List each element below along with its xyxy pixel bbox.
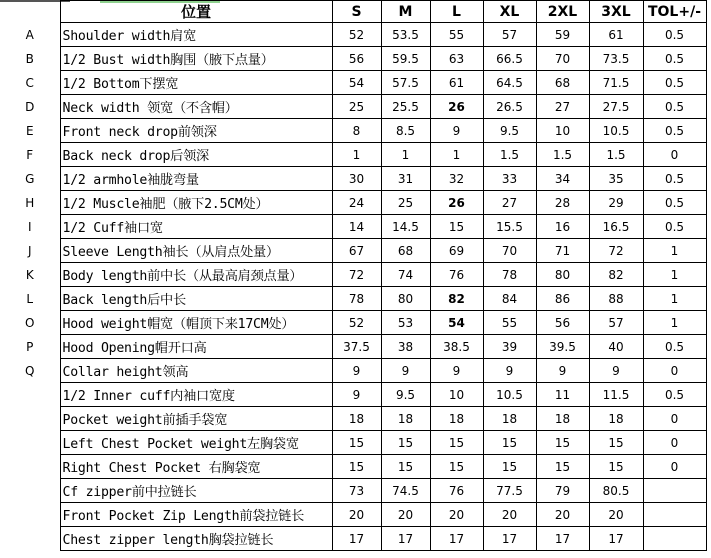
size-value-2xl: 71 xyxy=(536,239,589,263)
size-value-m: 68 xyxy=(381,239,430,263)
measurement-name: 1/2 armhole袖胧弯量 xyxy=(60,167,332,191)
size-value-xl: 77.5 xyxy=(483,479,536,503)
size-value-3xl: 15 xyxy=(589,431,643,455)
size-value-l: 76 xyxy=(430,479,483,503)
size-value-2xl: 86 xyxy=(536,287,589,311)
size-value-3xl: 72 xyxy=(589,239,643,263)
size-value-l: 55 xyxy=(430,23,483,47)
header-size-m: M xyxy=(381,1,430,23)
row-code: C xyxy=(25,75,34,90)
size-value-2xl: 27 xyxy=(536,95,589,119)
size-value-l: 15 xyxy=(430,431,483,455)
size-value-3xl: 9 xyxy=(589,359,643,383)
size-value-m: 8.5 xyxy=(381,119,430,143)
size-value-l: 38.5 xyxy=(430,335,483,359)
row-code: I xyxy=(27,219,32,234)
size-value-xl: 55 xyxy=(483,311,536,335)
size-value-2xl: 79 xyxy=(536,479,589,503)
size-value-3xl: 27.5 xyxy=(589,95,643,119)
table-row xyxy=(0,239,706,263)
size-value-m: 15 xyxy=(381,431,430,455)
size-value-2xl: 28 xyxy=(536,191,589,215)
row-code: G xyxy=(25,171,35,186)
size-value-m: 20 xyxy=(381,503,430,527)
row-code: P xyxy=(26,339,34,354)
row-code: O xyxy=(25,315,35,330)
size-value-l: 63 xyxy=(430,47,483,71)
size-value-m: 31 xyxy=(381,167,430,191)
size-value-2xl: 10 xyxy=(536,119,589,143)
row-code: L xyxy=(26,291,34,306)
size-value-m: 80 xyxy=(381,287,430,311)
size-value-m: 18 xyxy=(381,407,430,431)
tolerance-value: 1 xyxy=(643,239,706,263)
size-value-xl: 27 xyxy=(483,191,536,215)
tolerance-value: 1 xyxy=(643,287,706,311)
table-row xyxy=(0,335,706,359)
size-value-s: 1 xyxy=(332,143,381,167)
size-value-3xl: 17 xyxy=(589,527,643,551)
tolerance-value: 0.5 xyxy=(643,191,706,215)
size-value-s: 8 xyxy=(332,119,381,143)
size-value-s: 54 xyxy=(332,71,381,95)
header-position: 位置 xyxy=(60,1,332,23)
row-code xyxy=(0,431,60,455)
header-size-3xl: 3XL xyxy=(589,1,643,23)
size-value-s: 52 xyxy=(332,311,381,335)
tolerance-value: 0.5 xyxy=(643,47,706,71)
size-value-l: 26 xyxy=(430,191,483,215)
size-value-3xl: 57 xyxy=(589,311,643,335)
row-code: B xyxy=(25,51,34,66)
size-value-l: 82 xyxy=(430,287,483,311)
header-code-cell xyxy=(0,1,60,23)
size-value-l: 26 xyxy=(430,95,483,119)
size-value-l: 18 xyxy=(430,407,483,431)
size-value-l: 15 xyxy=(430,455,483,479)
tolerance-value: 0.5 xyxy=(643,95,706,119)
size-value-2xl: 59 xyxy=(536,23,589,47)
size-value-xl: 33 xyxy=(483,167,536,191)
table-row xyxy=(0,503,706,527)
size-value-m: 17 xyxy=(381,527,430,551)
row-code: F xyxy=(26,147,34,162)
table-row xyxy=(0,287,706,311)
size-value-m: 25.5 xyxy=(381,95,430,119)
row-code: Q xyxy=(25,363,35,378)
tolerance-value: 0.5 xyxy=(643,119,706,143)
tolerance-value: 0 xyxy=(643,359,706,383)
size-value-s: 25 xyxy=(332,95,381,119)
table-row xyxy=(0,47,706,71)
size-value-xl: 17 xyxy=(483,527,536,551)
size-value-s: 56 xyxy=(332,47,381,71)
size-value-3xl: 10.5 xyxy=(589,119,643,143)
size-value-l: 10 xyxy=(430,383,483,407)
row-code xyxy=(0,455,60,479)
size-value-s: 72 xyxy=(332,263,381,287)
size-value-xl: 70 xyxy=(483,239,536,263)
size-value-xl: 18 xyxy=(483,407,536,431)
table-row xyxy=(0,455,706,479)
size-value-3xl: 88 xyxy=(589,287,643,311)
size-value-xl: 57 xyxy=(483,23,536,47)
size-value-xl: 66.5 xyxy=(483,47,536,71)
size-value-l: 9 xyxy=(430,119,483,143)
table-row xyxy=(0,479,706,503)
table-row xyxy=(0,167,706,191)
table-row xyxy=(0,191,706,215)
measurement-name: 1/2 Bust width胸围（腋下点量） xyxy=(60,47,332,71)
size-value-l: 61 xyxy=(430,71,483,95)
size-value-m: 9 xyxy=(381,359,430,383)
size-value-3xl: 71.5 xyxy=(589,71,643,95)
size-value-2xl: 9 xyxy=(536,359,589,383)
header-size-l: L xyxy=(430,1,483,23)
size-value-s: 18 xyxy=(332,407,381,431)
measurement-name: Front neck drop前领深 xyxy=(60,119,332,143)
size-value-s: 24 xyxy=(332,191,381,215)
size-value-m: 15 xyxy=(381,455,430,479)
size-value-s: 30 xyxy=(332,167,381,191)
size-value-3xl: 73.5 xyxy=(589,47,643,71)
size-value-xl: 15 xyxy=(483,431,536,455)
tolerance-value: 0 xyxy=(643,407,706,431)
size-value-2xl: 15 xyxy=(536,455,589,479)
measurement-name: Back neck drop后领深 xyxy=(60,143,332,167)
size-value-m: 1 xyxy=(381,143,430,167)
tolerance-value: 0.5 xyxy=(643,23,706,47)
size-value-xl: 26.5 xyxy=(483,95,536,119)
size-value-2xl: 18 xyxy=(536,407,589,431)
size-value-xl: 9.5 xyxy=(483,119,536,143)
table-row xyxy=(0,143,706,167)
measurement-name: 1/2 Cuff袖口宽 xyxy=(60,215,332,239)
row-code xyxy=(0,503,60,527)
size-value-2xl: 68 xyxy=(536,71,589,95)
table-row xyxy=(0,431,706,455)
size-value-xl: 9 xyxy=(483,359,536,383)
table-row xyxy=(0,407,706,431)
size-value-m: 59.5 xyxy=(381,47,430,71)
size-value-2xl: 1.5 xyxy=(536,143,589,167)
measurement-name: Cf zipper前中拉链长 xyxy=(60,479,332,503)
size-value-xl: 84 xyxy=(483,287,536,311)
size-value-2xl: 34 xyxy=(536,167,589,191)
size-value-3xl: 11.5 xyxy=(589,383,643,407)
size-value-m: 57.5 xyxy=(381,71,430,95)
row-code: A xyxy=(25,27,34,42)
size-value-2xl: 17 xyxy=(536,527,589,551)
table-row xyxy=(0,383,706,407)
size-value-2xl: 70 xyxy=(536,47,589,71)
measurement-name: Body length前中长（从最高肩颈点量） xyxy=(60,263,332,287)
size-value-l: 54 xyxy=(430,311,483,335)
size-value-3xl: 35 xyxy=(589,167,643,191)
tolerance-value: 0.5 xyxy=(643,215,706,239)
size-value-m: 38 xyxy=(381,335,430,359)
size-value-xl: 20 xyxy=(483,503,536,527)
size-value-xl: 78 xyxy=(483,263,536,287)
size-value-xl: 64.5 xyxy=(483,71,536,95)
measurement-name: Left Chest Pocket weight左胸袋宽 xyxy=(60,431,332,455)
row-code: D xyxy=(25,99,35,114)
size-value-2xl: 39.5 xyxy=(536,335,589,359)
measurement-name: Hood Opening帽开口高 xyxy=(60,335,332,359)
size-value-m: 74 xyxy=(381,263,430,287)
size-value-l: 1 xyxy=(430,143,483,167)
size-value-l: 15 xyxy=(430,215,483,239)
table-row xyxy=(0,311,706,335)
size-value-xl: 39 xyxy=(483,335,536,359)
row-code xyxy=(0,527,60,551)
size-value-s: 15 xyxy=(332,455,381,479)
measurement-name: Right Chest Pocket 右胸袋宽 xyxy=(60,455,332,479)
measurement-name: 1/2 Muscle袖肥（腋下2.5CM处） xyxy=(60,191,332,215)
size-value-xl: 15 xyxy=(483,455,536,479)
size-value-s: 17 xyxy=(332,527,381,551)
size-value-2xl: 15 xyxy=(536,431,589,455)
size-value-3xl: 20 xyxy=(589,503,643,527)
measurement-name: Neck width 领宽（不含帽） xyxy=(60,95,332,119)
size-value-m: 74.5 xyxy=(381,479,430,503)
size-value-xl: 15.5 xyxy=(483,215,536,239)
size-value-3xl: 61 xyxy=(589,23,643,47)
size-value-2xl: 16 xyxy=(536,215,589,239)
measurement-name: 1/2 Bottom下摆宽 xyxy=(60,71,332,95)
size-value-l: 20 xyxy=(430,503,483,527)
row-code xyxy=(0,383,60,407)
size-value-m: 25 xyxy=(381,191,430,215)
size-value-l: 69 xyxy=(430,239,483,263)
size-value-xl: 1.5 xyxy=(483,143,536,167)
tolerance-value: 0.5 xyxy=(643,383,706,407)
row-code xyxy=(0,479,60,503)
size-value-3xl: 16.5 xyxy=(589,215,643,239)
size-value-m: 14.5 xyxy=(381,215,430,239)
table-row xyxy=(0,95,706,119)
size-value-s: 9 xyxy=(332,383,381,407)
tolerance-value xyxy=(643,527,706,551)
size-value-l: 9 xyxy=(430,359,483,383)
measurement-name: Hood weight帽宽（帽顶下来17CM处） xyxy=(60,311,332,335)
size-value-s: 78 xyxy=(332,287,381,311)
measurement-name: 1/2 Inner cuff内袖口宽度 xyxy=(60,383,332,407)
size-value-3xl: 29 xyxy=(589,191,643,215)
size-value-s: 20 xyxy=(332,503,381,527)
size-value-s: 14 xyxy=(332,215,381,239)
size-value-l: 32 xyxy=(430,167,483,191)
tolerance-value: 1 xyxy=(643,263,706,287)
header-size-xl: XL xyxy=(483,1,536,23)
header-tolerance: TOL+/- xyxy=(643,1,706,23)
size-value-s: 9 xyxy=(332,359,381,383)
size-value-m: 53 xyxy=(381,311,430,335)
size-value-l: 17 xyxy=(430,527,483,551)
size-value-3xl: 1.5 xyxy=(589,143,643,167)
size-value-s: 67 xyxy=(332,239,381,263)
tolerance-value: 0 xyxy=(643,143,706,167)
size-value-2xl: 20 xyxy=(536,503,589,527)
size-value-3xl: 15 xyxy=(589,455,643,479)
row-code: E xyxy=(25,123,34,138)
tolerance-value: 0.5 xyxy=(643,335,706,359)
tolerance-value: 0.5 xyxy=(643,167,706,191)
table-row xyxy=(0,119,706,143)
size-value-2xl: 80 xyxy=(536,263,589,287)
size-value-xl: 10.5 xyxy=(483,383,536,407)
tolerance-value: 0 xyxy=(643,455,706,479)
row-code: J xyxy=(27,243,32,258)
tolerance-value xyxy=(643,479,706,503)
row-code xyxy=(0,407,60,431)
size-value-s: 15 xyxy=(332,431,381,455)
tolerance-value: 1 xyxy=(643,311,706,335)
measurement-name: Collar height领高 xyxy=(60,359,332,383)
size-value-3xl: 82 xyxy=(589,263,643,287)
size-value-s: 52 xyxy=(332,23,381,47)
tolerance-value: 0.5 xyxy=(643,71,706,95)
size-value-l: 76 xyxy=(430,263,483,287)
table-row xyxy=(0,71,706,95)
header-row xyxy=(0,1,706,23)
table-row xyxy=(0,263,706,287)
measurement-name: Shoulder width肩宽 xyxy=(60,23,332,47)
measurement-name: Pocket weight前插手袋宽 xyxy=(60,407,332,431)
size-value-3xl: 40 xyxy=(589,335,643,359)
size-value-m: 9.5 xyxy=(381,383,430,407)
measurement-name: Front Pocket Zip Length前袋拉链长 xyxy=(60,503,332,527)
measurement-name: Sleeve Length袖长（从肩点处量） xyxy=(60,239,332,263)
measurement-name: Chest zipper length胸袋拉链长 xyxy=(60,527,332,551)
table-row xyxy=(0,359,706,383)
size-value-3xl: 80.5 xyxy=(589,479,643,503)
row-code: K xyxy=(25,267,34,282)
table-row xyxy=(0,215,706,239)
size-value-s: 37.5 xyxy=(332,335,381,359)
table-row xyxy=(0,527,706,551)
table-row xyxy=(0,23,706,47)
size-value-2xl: 56 xyxy=(536,311,589,335)
tolerance-value xyxy=(643,503,706,527)
size-value-2xl: 11 xyxy=(536,383,589,407)
row-code: H xyxy=(25,195,35,210)
header-size-2xl: 2XL xyxy=(536,1,589,23)
size-value-s: 73 xyxy=(332,479,381,503)
measurement-name: Back length后中长 xyxy=(60,287,332,311)
size-value-3xl: 18 xyxy=(589,407,643,431)
header-size-s: S xyxy=(332,1,381,23)
tolerance-value: 0 xyxy=(643,431,706,455)
size-value-m: 53.5 xyxy=(381,23,430,47)
